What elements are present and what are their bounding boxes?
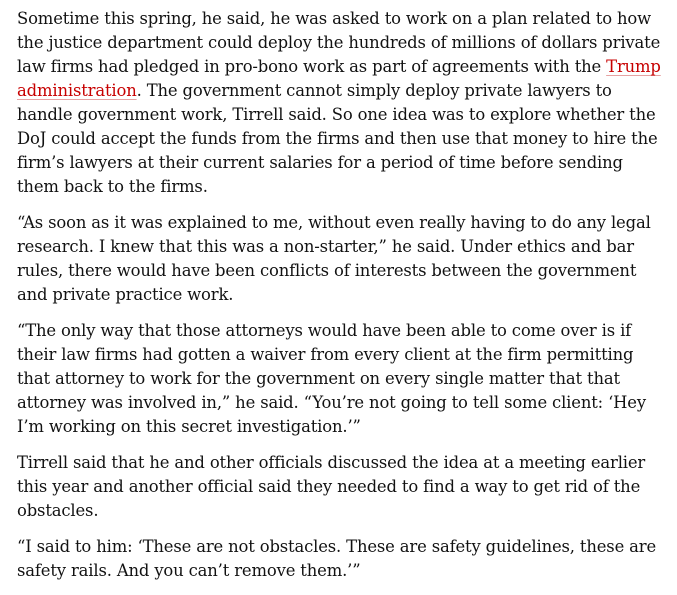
paragraph-1-text-before-link: Sometime this spring, he said, he was asked to work on a plan related to how the justice department could deploy the hundreds of millions of dollars private law firms had pledged in pro-bono work as part of agreements with the bbox=[17, 9, 661, 76]
paragraph-1-text-after-link: . The government cannot simply deploy private lawyers to handle government work, Tirrell said. So one idea was to explore whether the DoJ could accept the funds from the firms and then use that money to hire the firm’s lawyers at their current salaries for a period of time before sending them back to the firms. bbox=[17, 81, 658, 196]
paragraph-1 bbox=[17, 7, 665, 199]
paragraph-5: “I said to him: ‘These are not obstacles. These are safety guidelines, these are safety rails. And you can’t remove them.’” bbox=[17, 537, 657, 580]
article-body bbox=[17, 7, 665, 595]
trump-administration-link[interactable]: Trump administration bbox=[17, 57, 661, 100]
paragraph-3: “The only way that those attorneys would have been able to come over is if their law firms had gotten a waiver from every client at the firm permitting that attorney to work for the government on every single matter that that attorney was involved in,” he said. “You’re not going to tell some client: ‘Hey I’m working on this secret investigation.’” bbox=[17, 321, 646, 436]
paragraph-4: Tirrell said that he and other officials discussed the idea at a meeting earlier this year and another official said they needed to find a way to get rid of the obstacles. bbox=[17, 453, 646, 520]
paragraph-2: “As soon as it was explained to me, without even really having to do any legal research. I knew that this was a non-starter,” he said. Under ethics and bar rules, there would have been conflicts of interests between the government and private practice work. bbox=[17, 213, 651, 304]
